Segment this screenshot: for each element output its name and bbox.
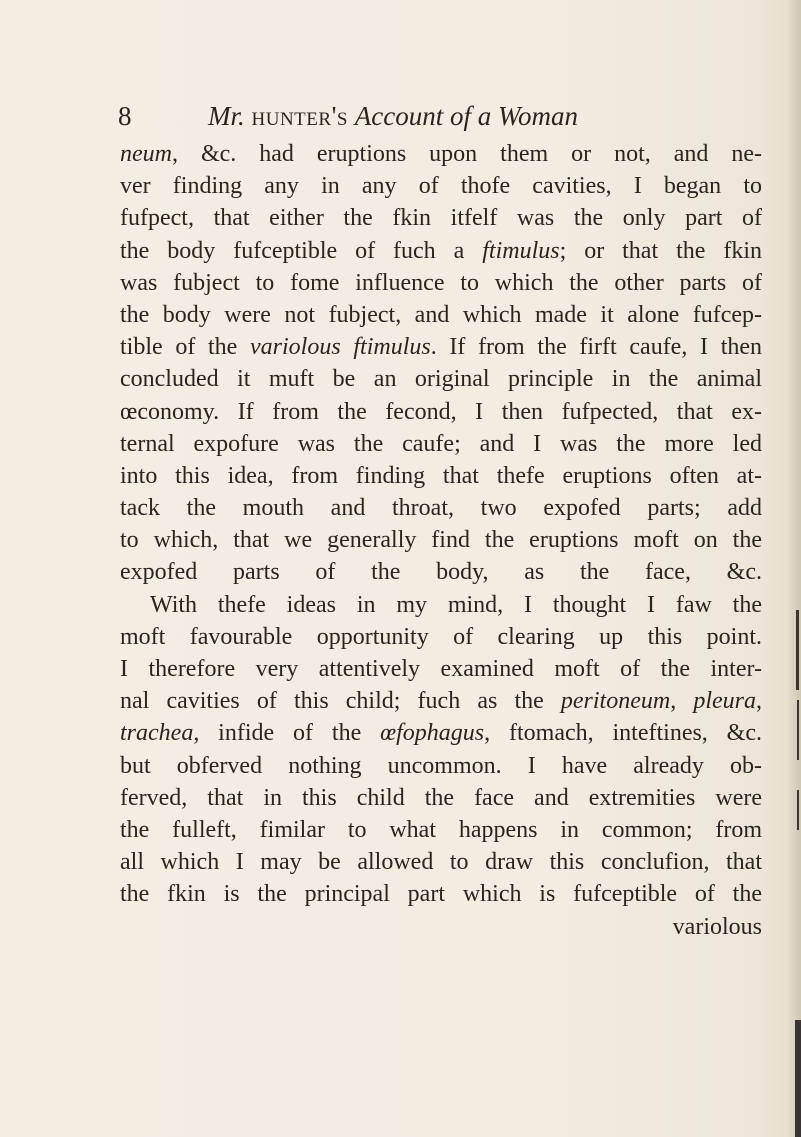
text-line (120, 621, 762, 653)
text-run: tible of the (120, 334, 251, 361)
text-run: ternal expofure was the caufe; and I was the more led (120, 430, 762, 457)
italic-term: variolous ftimulus (250, 334, 431, 361)
text-run: With thefe ideas in my mind, I thought I faw the (150, 591, 762, 618)
text-line (120, 492, 762, 524)
text-line (120, 267, 762, 299)
text-line (120, 589, 762, 621)
text-run: to which, that we generally find the eruptions moft on the (120, 527, 762, 554)
text-run: variolous (672, 913, 762, 940)
edge-shadow (796, 610, 799, 690)
text-run: , (670, 688, 694, 715)
italic-term: peritoneum (560, 688, 671, 715)
edge-shadow (797, 700, 799, 760)
text-run: the body fufceptible of fuch a (120, 237, 483, 264)
text-run: but obferved nothing uncommon. I have already ob- (120, 752, 762, 779)
text-line (120, 299, 762, 331)
text-run: tack the mouth and throat, two expofed parts; add (120, 495, 762, 522)
text-line (120, 846, 762, 878)
text-run: concluded it muft be an original principle in the animal (120, 366, 762, 393)
running-head (208, 96, 578, 136)
edge-shadow (797, 790, 799, 830)
text-run: ver finding any in any of thofe cavities, I began to (120, 173, 762, 200)
italic-term: œfophagus (380, 720, 485, 747)
text-line (120, 202, 762, 234)
text-run: all which I may be allowed to draw this conclufion, that (120, 849, 762, 876)
edge-shadow (795, 1020, 801, 1137)
italic-term: trachea (120, 720, 194, 747)
running-head-name: hunter's (251, 101, 348, 131)
text-line (120, 363, 762, 395)
text-line (120, 428, 762, 460)
text-line (120, 685, 762, 717)
text-run: expofed parts of the body, as the face, &c. (120, 559, 762, 586)
text-run: moft favourable opportunity of clearing up this point. (120, 623, 762, 650)
text-run: was fubject to fome influence to which the other parts of (120, 269, 762, 296)
text-line (120, 717, 762, 749)
text-line (120, 524, 762, 556)
text-run: œconomy. If from the fecond, I then fufpected, that ex- (120, 398, 762, 425)
page-edge (787, 0, 801, 1137)
text-run: ferved, that in this child the face and extremities were (120, 784, 762, 811)
italic-term: ftimulus (482, 237, 560, 264)
text-run: into this idea, from finding that thefe eruptions often at- (120, 462, 762, 489)
text-run: . If from the firft caufe, I then (430, 334, 763, 361)
body-text (120, 138, 762, 943)
text-line (120, 396, 762, 428)
text-line (120, 782, 762, 814)
text-run: , &c. had eruptions upon them or not, and ne- (171, 141, 762, 167)
page-number: 8 (118, 101, 132, 131)
text-run: nal cavities of this child; fuch as the (120, 688, 561, 715)
text-run: ; or that the fkin (559, 237, 762, 264)
text-run: the body were not fubject, and which made it alone fufcep- (120, 301, 762, 328)
text-run: fufpect, that either the fkin itfelf was the only part of (120, 205, 762, 232)
text-line (120, 750, 762, 782)
text-run: I therefore very attentively examined moft of the inter- (120, 656, 762, 682)
text-run: the fulleft, fimilar to what happens in common; from (120, 816, 762, 843)
italic-term: pleura (693, 688, 756, 715)
page-header (118, 96, 758, 136)
text-line (120, 460, 762, 492)
text-run: the fkin is the principal part which is fufceptible of the (120, 881, 762, 908)
running-head-author: Mr. (208, 101, 245, 131)
text-run: , ftomach, inteftines, &c. (484, 720, 763, 747)
text-line (120, 814, 762, 846)
text-line (120, 911, 762, 943)
text-line (120, 235, 762, 267)
text-line (120, 653, 762, 685)
text-line (120, 138, 762, 170)
italic-term: neum (120, 141, 172, 167)
text-line (120, 331, 762, 363)
text-run: , infide of the (193, 720, 381, 747)
text-run: , (756, 688, 762, 715)
running-head-title: Account of a Woman (354, 101, 578, 131)
text-line (120, 878, 762, 910)
text-line (120, 556, 762, 588)
text-line (120, 170, 762, 202)
